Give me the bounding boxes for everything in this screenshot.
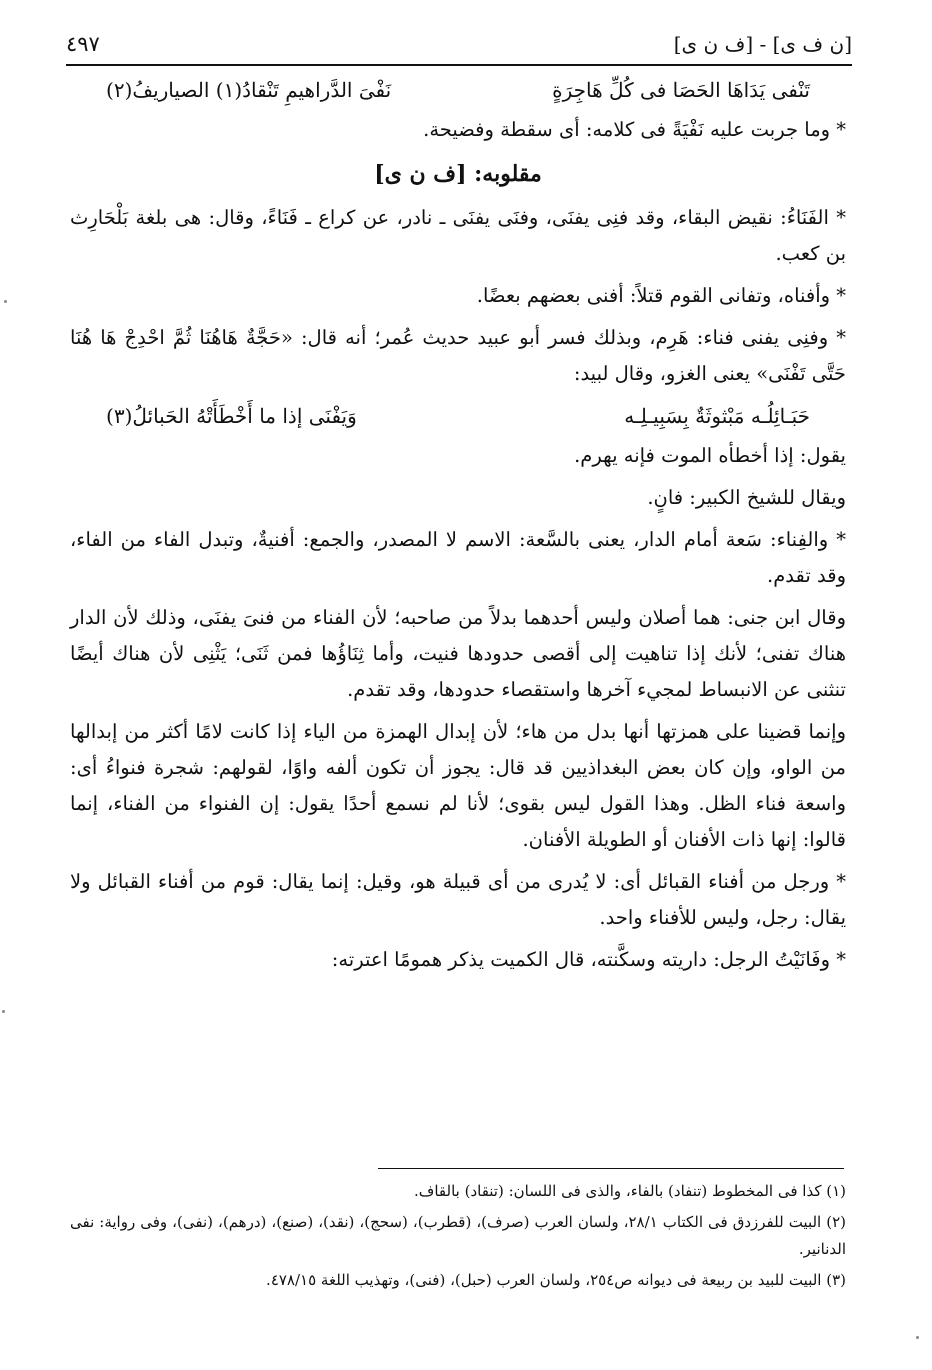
footnote: (٢) البيت للفرزدق فى الكتاب ٢٨/١، ولسان العرب (صرف)، (قطرب)، (سحج)، (نقد)، (صنع)، (درهم)، (نفى)، وفى رواية: نفى الدنانير.	[70, 1213, 847, 1258]
verse-line	[106, 398, 810, 434]
paragraph: ويقال للشيخ الكبير: فانٍ.	[647, 486, 846, 509]
verse-hemistich-right: حَبَـائِلُـه مَبْثوثَةٌ بِسَبِيـلِـه	[624, 404, 810, 428]
footnotes	[70, 1178, 846, 1298]
footnote: (١) كذا فى المخطوط (تنفاد) بالفاء، والذى فى اللسان: (تنقاد) بالقاف.	[414, 1182, 846, 1200]
verse-hemistich-left: وَيَفْنَى إذا ما أَخْطَأَتْهُ الحَبائلُ(٣)	[106, 404, 357, 428]
paragraph: يقول: إذا أخطأه الموت فإنه يهرم.	[574, 444, 846, 467]
verse-hemistich-left: نَفْىَ الدَّراهيمِ تَنْقادُ(١) الصياريفُ(٢)	[106, 78, 392, 102]
paragraph: * الفَنَاءُ: نقيض البقاء، وقد فنِى يفنَى، وفنَى يفنَى ـ نادر، عن كراع ـ فَنَاءً، وقال: هى بلغة بَلْحَارِث بن كعب.	[70, 206, 846, 265]
main-text	[70, 72, 846, 984]
page-number: ٤٩٧	[66, 32, 100, 56]
paragraph: * ورجل من أفناء القبائل أى: لا يُدرى من أى قبيلة هو، وقيل: إنما يقال: قوم من أفناء القبائل ولا يقال: رجل، وليس للأفناء واحد.	[70, 870, 846, 929]
scan-speck	[2, 1010, 5, 1013]
verse-line	[106, 72, 810, 108]
verse-hemistich-right: تَنْفى يَدَاهَا الحَصَا فى كُلِّ هَاجِرَةٍ	[552, 78, 810, 102]
paragraph: * والفِناء: سَعة أمام الدار، يعنى بالسَّعة: الاسم لا المصدر، والجمع: أفنيةٌ، وتبدل الفاء من الفاء، وقد تقدم.	[70, 528, 846, 587]
running-title: [ن ف ى] - [ف ن ى]	[673, 32, 852, 56]
paragraph: * وأفناه، وتفانى القوم قتلاً: أفنى بعضهم بعضًا.	[476, 284, 846, 307]
scan-speck	[916, 1336, 919, 1339]
paragraph: * وفنِى يفنى فناء: هَرِم، وبذلك فسر أبو عبيد حديث عُمر؛ أنه قال: «حَجَّةٌ هَاهُنَا ثُمَّ احْدِجْ هَا هُنَا حَتَّى تَفْنَى» يعنى الغزو، وقال لبيد:	[70, 326, 846, 385]
section-heading: مقلوبه: [ف ن ى]	[374, 161, 542, 187]
footnote-separator	[378, 1168, 844, 1169]
paragraph: * وما جربت عليه نَفْيَةً فى كلامه: أى سقطة وفضيحة.	[423, 118, 846, 141]
paragraph: وقال ابن جنى: هما أصلان وليس أحدهما بدلاً من صاحبه؛ لأن الفناء من فنىَ يفنَى، وذلك لأن الدار هناك تفنى؛ لأنك إذا تناهيت إلى أقصى حدودها فنيت، وأما ثِنَاؤُها فمن ثَنَى؛ يَثْنِى لأن هناك أيضًا تنثنى عن الانبساط لمجيء آخرها واستقصاء حدودها، وقد تقدم.	[70, 606, 846, 701]
scan-speck	[4, 300, 7, 303]
footnote: (٣) البيت للبيد بن ربيعة فى ديوانه ص٢٥٤، ولسان العرب (حبل)، (فنى)، وتهذيب اللغة ٤٧٨/١٥.	[266, 1271, 846, 1289]
header-rule	[66, 64, 852, 66]
paragraph: * وفَانَيْتُ الرجل: داريته وسكَّنته، قال الكميت يذكر همومًا اعترته:	[331, 948, 846, 971]
page-header	[66, 28, 852, 64]
paragraph: وإنما قضينا على همزتها أنها بدل من هاء؛ لأن إبدال الهمزة من الياء إذا كانت لامًا أكثر من إبدالها من الواو، وإن كان بعض البغداذيين قد قال: يجوز أن تكون ألفه واوًا، لقولهم: شجرة فنواءُ أى: واسعة فناء الظل. وهذا القول ليس بقوى؛ لأنا لم نسمع أحدًا يقول: إن الفنواء من الفناء، إنما قالوا: إنها ذات الأفنان أو الطويلة الأفنان.	[70, 720, 846, 851]
